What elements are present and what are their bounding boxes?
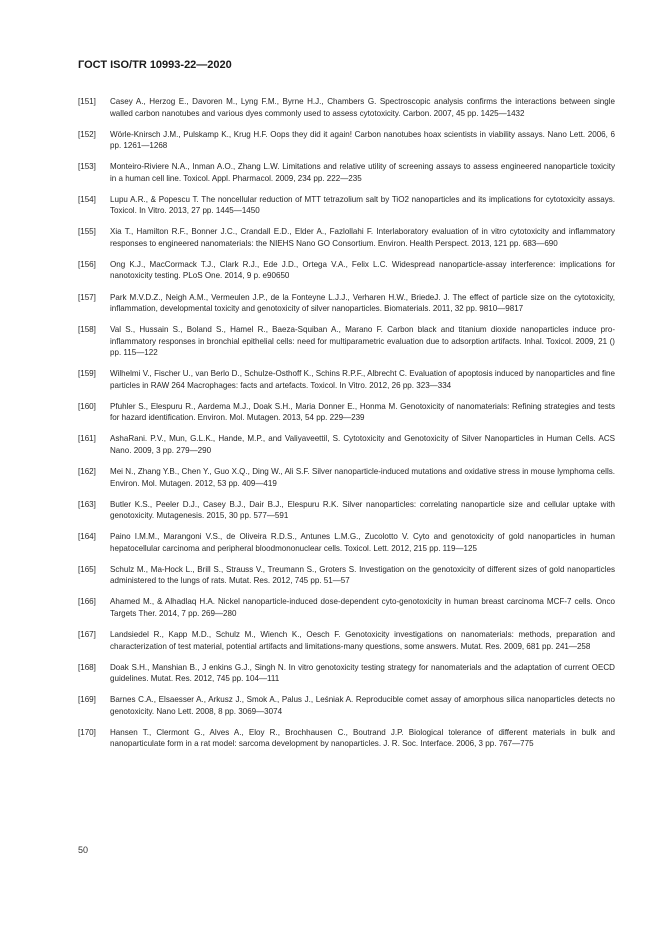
reference-text: AshaRani. P.V., Mun, G.L.K., Hande, M.P., and Valiyaveettil, S. Cytotoxicity and Genotoxicity of Silver Nanoparticles in Human Cells. ACS Nano. 2009, 3 pp. 279—290 xyxy=(110,434,615,455)
reference-item xyxy=(78,259,615,282)
reference-text: Doak S.H., Manshian B., J enkins G.J., Singh N. In vitro genotoxicity testing strategy for nanomaterials and the adaptation of current OECD guidelines. Mutat. Res. 2012, 745 pp. 104—111 xyxy=(110,662,615,684)
reference-item xyxy=(78,324,615,359)
reference-number: [167] xyxy=(78,630,96,639)
reference-text: Monteiro-Riviere N.A., Inman A.O., Zhang L.W. Limitations and relative utility of screening assays to assess engineered nanoparticle toxicity in a human cell line. Toxicol. Appl. Pharmacol. 2009, 234 pp. 222—235 xyxy=(110,162,615,183)
reference-item xyxy=(78,194,615,217)
reference-text: Barnes C.A., Elsaesser A., Arkusz J., Smok A., Palus J., Leśniak A. Reproducible comet assay of amorphous silica nanoparticles detects no genotoxicity. Nano Lett. 2008, 8 pp. 3069—3074 xyxy=(110,695,615,716)
reference-text: Landsiedel R., Kapp M.D., Schulz M., Wiench K., Oesch F. Genotoxicity investigations on nanomaterials: methods, preparation and characterization of test material, potential artifacts and limitations-many questions, some answers. Mutat. Res. 2009, 681 pp. 241—258 xyxy=(110,630,615,651)
reference-item xyxy=(78,96,615,119)
reference-item xyxy=(78,694,615,717)
reference-item xyxy=(78,499,615,522)
reference-item xyxy=(78,662,615,685)
reference-number: [153] xyxy=(78,162,96,172)
page-number: 50 xyxy=(78,845,89,855)
reference-text: Mei N., Zhang Y.B., Chen Y., Guo X.Q., Ding W., Ali S.F. Silver nanoparticle-induced mutations and oxidative stress in mouse lymphoma cells. Environ. Mol. Mutagen. 2012, 53 pp. 409—419 xyxy=(110,467,615,488)
reference-number: [162] xyxy=(78,467,96,477)
reference-item xyxy=(78,161,615,184)
reference-item xyxy=(78,531,615,554)
reference-text: Ahamed M., & Alhadlaq H.A. Nickel nanoparticle-induced dose-dependent cyto-genotoxicity in human breast carcinoma MCF-7 cells. Onco Targets Ther. 2014, 7 pp. 269—280 xyxy=(110,597,615,618)
reference-number: [170] xyxy=(78,727,96,737)
reference-list xyxy=(78,96,615,759)
document-header: ГОСТ ISO/TR 10993-22—2020 xyxy=(78,59,232,71)
reference-text: Hansen T., Clermont G., Alves A., Eloy R., Brochhausen C., Boutrand J.P. Biological tolerance of different materials in bulk and nanoparticulate form in a rat model: sarcoma development by nanoparticles. J. R. Soc. Interface. 2006, 3 pp. 767—775 xyxy=(110,727,615,749)
reference-text: Ong K.J., MacCormack T.J., Clark R.J., Ede J.D., Ortega V.A., Felix L.C. Widespread nanoparticle-assay interference: implications for nanotoxicity testing. PLoS One. 2014, 9 p. e90650 xyxy=(110,259,615,281)
reference-text: Pfuhler S., Elespuru R., Aardema M.J., Doak S.H., Maria Donner E., Honma M. Genotoxicity of nanomaterials: Refining strategies and tests for hazard identification. Environ. Mol. Mutagen. 2013, 54 pp. 229—239 xyxy=(110,401,615,423)
reference-item xyxy=(78,564,615,587)
reference-text: Schulz M., Ma-Hock L., Brill S., Strauss V., Treumann S., Groters S. Investigation on the genotoxicity of different sizes of gold nanoparticles administered to the lungs of rats. Mutat. Res. 2012, 745 pp. 51—57 xyxy=(110,564,615,586)
reference-number: [152] xyxy=(78,129,96,139)
reference-number: [166] xyxy=(78,597,96,607)
reference-item xyxy=(78,596,615,619)
reference-number: [151] xyxy=(78,97,96,106)
reference-text: Val S., Hussain S., Boland S., Hamel R., Baeza-Squiban A., Marano F. Carbon black and titanium dioxide nanoparticles induce pro-inflammatory responses in bronchial epithelial cells: need for multiparametric evaluation due to adsorption artifacts. Inhal. Toxicol. 2009, 21 () pp. 115—122 xyxy=(110,325,615,358)
reference-text: Wörle-Knirsch J.M., Pulskamp K., Krug H.F. Oops they did it again! Carbon nanotubes hoax scientists in viability assays. Nano Lett. 2006, 6 pp. 1261—1268 xyxy=(110,129,615,151)
reference-item xyxy=(78,466,615,489)
reference-number: [168] xyxy=(78,662,96,672)
reference-text: Casey A., Herzog E., Davoren M., Lyng F.M., Byrne H.J., Chambers G. Spectroscopic analysis confirms the interactions between single walled carbon nanotubes and various dyes commonly used to assess cytotoxicity. Carbon. 2007, 45 pp. 1425—1432 xyxy=(110,97,615,118)
reference-text: Xia T., Hamilton R.F., Bonner J.C., Crandall E.D., Elder A., Fazlollahi F. Interlaboratory evaluation of in vitro cytotoxicity and inflammatory responses to engineered nanomaterials: the NIEHS Nano GO Consortium. Environ. Health Perspect. 2013, 121 pp. 683—690 xyxy=(110,227,615,248)
reference-item xyxy=(78,226,615,249)
reference-number: [169] xyxy=(78,695,96,705)
reference-number: [161] xyxy=(78,434,96,444)
reference-item xyxy=(78,433,615,456)
reference-number: [155] xyxy=(78,227,96,237)
reference-item xyxy=(78,629,615,652)
reference-number: [163] xyxy=(78,499,96,509)
reference-text: Butler K.S., Peeler D.J., Casey B.J., Dair B.J., Elespuru R.K. Silver nanoparticles: correlating nanoparticle size and cellular uptake with genotoxicity. Mutagenesis. 2015, 30 pp. 577—591 xyxy=(110,499,615,521)
reference-number: [154] xyxy=(78,194,96,204)
reference-number: [165] xyxy=(78,564,96,574)
reference-number: [160] xyxy=(78,401,96,411)
reference-item xyxy=(78,368,615,391)
reference-item xyxy=(78,727,615,750)
reference-text: Lupu A.R., & Popescu T. The noncellular reduction of MTT tetrazolium salt by TiO2 nanoparticles and its implications for cytotoxicity assays. Toxicol. In Vitro. 2013, 27 pp. 1445—1450 xyxy=(110,194,615,216)
reference-item xyxy=(78,292,615,315)
reference-number: [158] xyxy=(78,325,96,335)
reference-text: Paino I.M.M., Marangoni V.S., de Oliveira R.D.S., Antunes L.M.G., Zucolotto V. Cyto and genotoxicity of gold nanoparticles in human hepatocellular carcinoma and peripheral bloodmononuclear cells. Toxicol. Lett. 2012, 215 pp. 119—125 xyxy=(110,532,615,553)
reference-item xyxy=(78,129,615,152)
reference-text: Wilhelmi V., Fischer U., van Berlo D., Schulze-Osthoff K., Schins R.P.F., Albrecht C. Evaluation of apoptosis induced by nanoparticles and fine particles in RAW 264 Macrophages: facts and artefacts. Toxicol. In Vitro. 2012, 26 pp. 323—334 xyxy=(110,369,615,390)
reference-text: Park M.V.D.Z., Neigh A.M., Vermeulen J.P., de la Fonteyne L.J.J., Verharen H.W., BriedeJ. J. The effect of particle size on the cytotoxicity, inflammation, developmental toxicity and genotoxicity of silver nanoparticles. Biomaterials. 2011, 32 pp. 9810—9817 xyxy=(110,292,615,314)
reference-number: [157] xyxy=(78,292,96,302)
reference-number: [156] xyxy=(78,259,96,269)
reference-item xyxy=(78,401,615,424)
reference-number: [164] xyxy=(78,532,96,542)
reference-number: [159] xyxy=(78,369,96,379)
